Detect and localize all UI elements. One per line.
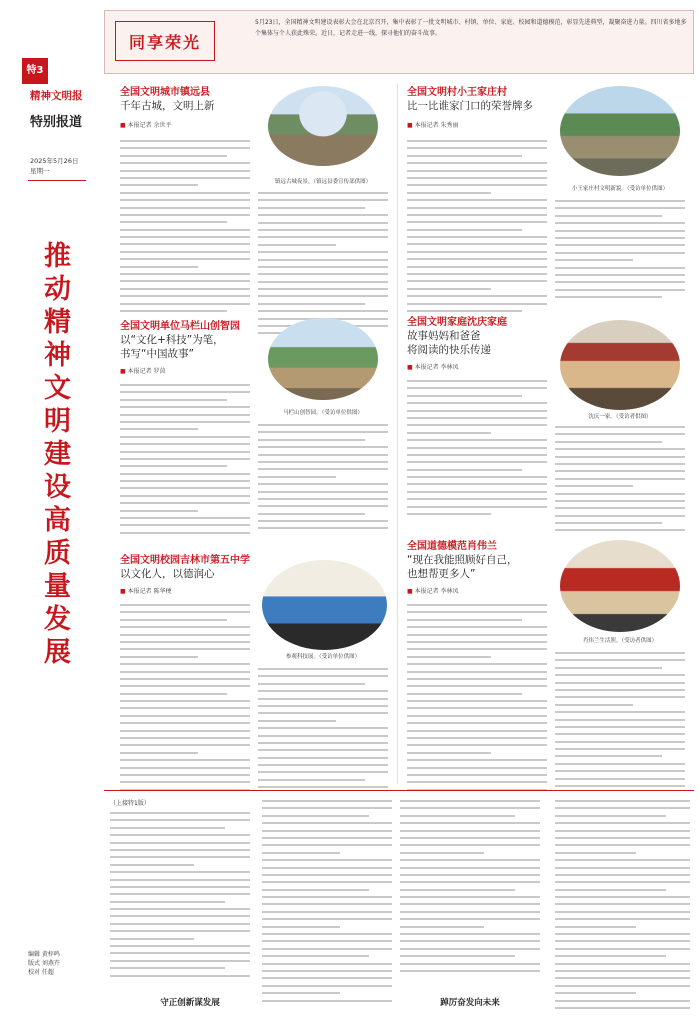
- article-subtitle-2: 将阅读的快乐传递: [407, 344, 491, 356]
- article-body: [555, 200, 685, 303]
- article-byline: ■ 本报记者 李林凤: [407, 362, 459, 371]
- editor-line: 版式 刘燕卉: [28, 960, 60, 967]
- photo-caption: 小王家庄村文明新貌。（受访单位供图）: [571, 186, 669, 192]
- article-byline: ■ 本报记者 李林凤: [407, 586, 459, 595]
- article-subtitle: 千年古城，文明上新: [120, 100, 215, 112]
- intro-text: 5月23日，全国精神文明建设表彰大会在北京召开，集中表彰了一批文明城市、村镇、单位、家庭、校园和道德模范，彰显先进典型，凝聚奋进力量。四川省多地多个集体与个人获此殊荣。近日，记者走进一线，探寻他们的奋斗故事。: [255, 19, 687, 37]
- article-title: 全国文明单位马栏山创智园: [120, 321, 240, 332]
- intro-box: [104, 10, 694, 74]
- article-subtitle-2: 也想帮更多人”: [407, 568, 476, 580]
- article-title: 全国文明校园吉林市第五中学: [120, 555, 250, 566]
- publication-date: 2025年5月26日: [30, 157, 79, 165]
- article-subtitle-2: 书写“中国故事”: [120, 348, 194, 360]
- intro-badge: 同享荣光: [115, 21, 215, 61]
- article-body: [407, 604, 547, 796]
- article-body: [110, 812, 250, 982]
- article-subtitle: 以文化人，以德润心: [120, 568, 215, 580]
- article-byline: ■ 本报记者 朱秀丽: [407, 120, 459, 129]
- article-body: [555, 426, 685, 537]
- article-byline: ■ 本报记者 罗茵: [120, 366, 166, 375]
- article-byline: ■ 本报记者 余世平: [120, 120, 172, 129]
- article-byline: ■ 本报记者 陈华梗: [120, 586, 172, 595]
- article-body: [407, 380, 547, 520]
- article-body: [400, 800, 540, 977]
- bottom-headline: 踔厉奋发向未来: [440, 998, 500, 1008]
- article-body: [120, 604, 250, 796]
- newspaper-name: 精神文明报: [30, 90, 83, 102]
- article-body: [120, 384, 250, 539]
- article-title: 全国道德模范肖伟兰: [407, 541, 497, 552]
- article-body: [258, 424, 388, 535]
- article-photo: [560, 540, 680, 632]
- bottom-divider: [104, 790, 694, 791]
- photo-caption: 马栏山创智园。（受访单位供图）: [283, 410, 363, 416]
- article-title: 全国文明城市镇远县: [120, 87, 210, 98]
- article-photo: [268, 86, 378, 166]
- article-subtitle: “现在我能照顾好自己，: [407, 554, 518, 566]
- article-body: [120, 140, 250, 317]
- banner-title: 推动精神文明建设高质量发展: [44, 241, 71, 668]
- article-subtitle: 比一比谁家门口的荣誉牌多: [407, 100, 533, 112]
- article-body: [555, 652, 685, 792]
- article-title: 全国文明村小王家庄村: [407, 87, 507, 98]
- section-name: 特别报道: [30, 115, 83, 130]
- photo-caption: 沈庆一家。（受访者供图）: [588, 414, 652, 420]
- editors-credits: [28, 950, 60, 977]
- editor-line: 校对 任超: [28, 969, 54, 976]
- article-body: [258, 668, 388, 794]
- article-body: [407, 140, 547, 317]
- article-photo: [268, 318, 378, 400]
- bottom-headline: 守正创新谋发展: [160, 998, 220, 1008]
- publication-weekday: 星期一: [30, 167, 50, 175]
- editor-line: 编辑 黄梓鸣: [28, 951, 60, 958]
- sidebar: [0, 0, 100, 1025]
- photo-caption: 肖伟兰生活照。（受访者供图）: [582, 638, 658, 644]
- continued-note: （上接特1版）: [110, 800, 150, 807]
- article-subtitle: 以“文化+科技”为笔，: [120, 334, 224, 346]
- article-title: 全国文明家庭沈庆家庭: [407, 317, 507, 328]
- column-divider: [397, 84, 398, 784]
- sidebar-divider: [28, 180, 86, 181]
- article-photo: [560, 86, 680, 176]
- article-subtitle: 故事妈妈和爸爸: [407, 330, 481, 342]
- article-photo: [560, 320, 680, 410]
- article-body: [555, 800, 690, 1014]
- article-photo: [262, 560, 387, 650]
- photo-caption: 镇远古城夜景。（镇远县委宣传部供图）: [274, 179, 372, 185]
- photo-caption: 参观科技展。（受访单位供图）: [285, 654, 361, 660]
- article-body: [262, 800, 392, 1007]
- page-tag: 特3: [22, 58, 48, 84]
